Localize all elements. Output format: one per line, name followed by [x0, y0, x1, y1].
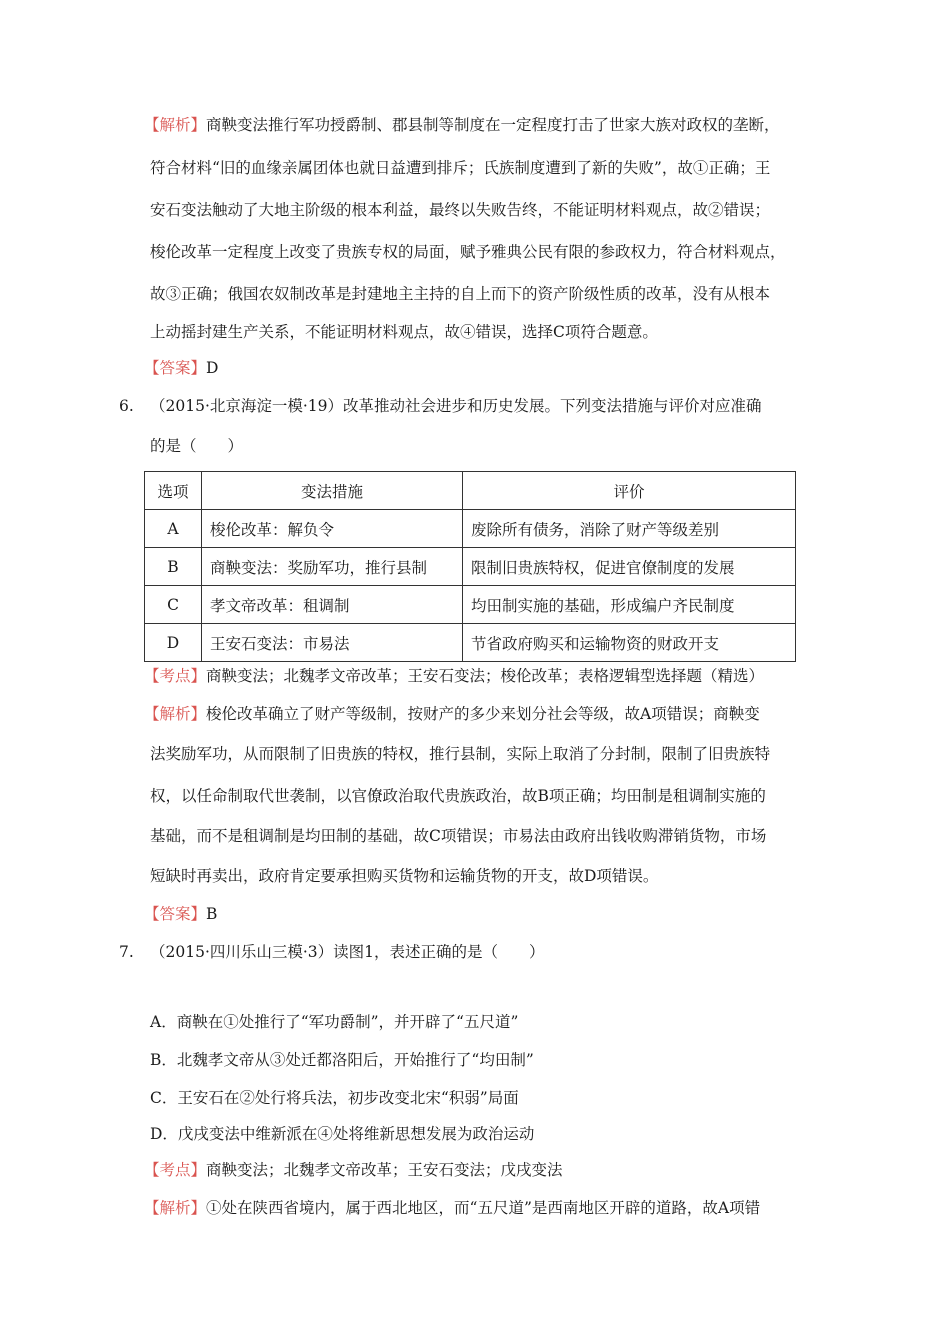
- q5-answer: 【答案】D: [144, 359, 219, 377]
- table-cell: 商鞅变法：奖励军功，推行县制: [202, 548, 463, 586]
- q6-analysis-line-4: 基础，而不是租调制是均田制的基础，故C项错误；市易法由政府出钱收购滞销货物，市场: [150, 827, 767, 845]
- q5-analysis-line-5: 故③正确；俄国农奴制改革是封建地主主持的自上而下的资产阶级性质的改革，没有从根本: [150, 285, 771, 303]
- table-row: [145, 624, 796, 662]
- options-table: [144, 471, 796, 662]
- q7-option-d: D．戊戌变法中维新派在④处将维新思想发展为政治运动: [150, 1125, 535, 1143]
- q7-option-a: A．商鞅在①处推行了“军功爵制”，并开辟了“五尺道”: [150, 1013, 519, 1031]
- table-header: 评价: [463, 472, 796, 510]
- q6-analysis-line-5: 短缺时再卖出，政府肯定要承担购买货物和运输货物的开支，故D项错误。: [150, 867, 659, 885]
- table-cell: C: [145, 586, 202, 624]
- table-cell: 王安石变法：市易法: [202, 624, 463, 662]
- q5-analysis-line-3: 安石变法触动了大地主阶级的根本利益，最终以失败告终，不能证明材料观点，故②错误；: [150, 201, 771, 219]
- kaodian-tag: 【考点】: [144, 667, 207, 685]
- table-cell: B: [145, 548, 202, 586]
- table-row: [145, 586, 796, 624]
- q7-number: 7.: [119, 943, 134, 961]
- table-cell: 节省政府购买和运输物资的财政开支: [463, 624, 796, 662]
- table-row: [145, 548, 796, 586]
- table-header: 变法措施: [202, 472, 463, 510]
- analysis-tag: 【解析】: [144, 116, 207, 134]
- q6-analysis-line-2: 法奖励军功，从而限制了旧贵族的特权，推行县制，实际上取消了分封制，限制了旧贵族特: [150, 745, 771, 763]
- analysis-tag: 【解析】: [144, 705, 207, 723]
- q7-analysis-line-1: 【解析】①处在陕西省境内，属于西北地区，而“五尺道”是西南地区开辟的道路，故A项错: [144, 1199, 761, 1217]
- q7-kaodian: 【考点】商鞅变法；北魏孝文帝改革；王安石变法；戊戌变法: [144, 1161, 563, 1179]
- table-cell: 限制旧贵族特权，促进官僚制度的发展: [463, 548, 796, 586]
- q6-stem-line-1: （2015·北京海淀一模·19）改革推动社会进步和历史发展。下列变法措施与评价对应准确: [150, 397, 762, 415]
- q6-answer: 【答案】B: [144, 905, 218, 923]
- answer-tag: 【答案】: [144, 359, 207, 377]
- table-cell: D: [145, 624, 202, 662]
- table-header: 选项: [145, 472, 202, 510]
- table-cell: 孝文帝改革：租调制: [202, 586, 463, 624]
- table-cell: A: [145, 510, 202, 548]
- q7-option-b: B．北魏孝文帝从③处迁都洛阳后，开始推行了“均田制”: [150, 1051, 534, 1069]
- kaodian-tag: 【考点】: [144, 1161, 207, 1179]
- table-cell: 均田制实施的基础，形成编户齐民制度: [463, 586, 796, 624]
- q6-analysis-line-1: 【解析】梭伦改革确立了财产等级制，按财产的多少来划分社会等级，故A项错误；商鞅变: [144, 705, 760, 723]
- q5-analysis-line-2: 符合材料“旧的血缘亲属团体也就日益遭到排斥；氏族制度遭到了新的失败”，故①正确；王: [150, 159, 771, 177]
- q5-analysis-line-6: 上动摇封建生产关系，不能证明材料观点，故④错误，选择C项符合题意。: [150, 323, 658, 341]
- q7-option-c: C．王安石在②处行将兵法，初步改变北宋“积弱”局面: [150, 1089, 519, 1107]
- q5-analysis-line-4: 梭伦改革一定程度上改变了贵族专权的局面，赋予雅典公民有限的参政权力，符合材料观点，: [150, 243, 786, 261]
- q5-analysis-line-1: 【解析】商鞅变法推行军功授爵制、郡县制等制度在一定程度打击了世家大族对政权的垄断，: [144, 116, 780, 134]
- q6-kaodian: 【考点】商鞅变法；北魏孝文帝改革；王安石变法；梭伦改革；表格逻辑型选择题（精选）: [144, 667, 765, 685]
- table-cell: 废除所有债务，消除了财产等级差别: [463, 510, 796, 548]
- q6-stem-line-2: 的是（ ）: [150, 437, 244, 455]
- table-row: [145, 510, 796, 548]
- q7-stem: （2015·四川乐山三模·3）读图1，表述正确的是（ ）: [150, 943, 545, 961]
- answer-tag: 【答案】: [144, 905, 207, 923]
- q6-analysis-line-3: 权，以任命制取代世袭制，以官僚政治取代贵族政治，故B项正确；均田制是租调制实施的: [150, 787, 766, 805]
- table-cell: 梭伦改革：解负令: [202, 510, 463, 548]
- analysis-tag: 【解析】: [144, 1199, 207, 1217]
- table-header-row: [145, 472, 796, 510]
- q6-number: 6.: [119, 397, 134, 415]
